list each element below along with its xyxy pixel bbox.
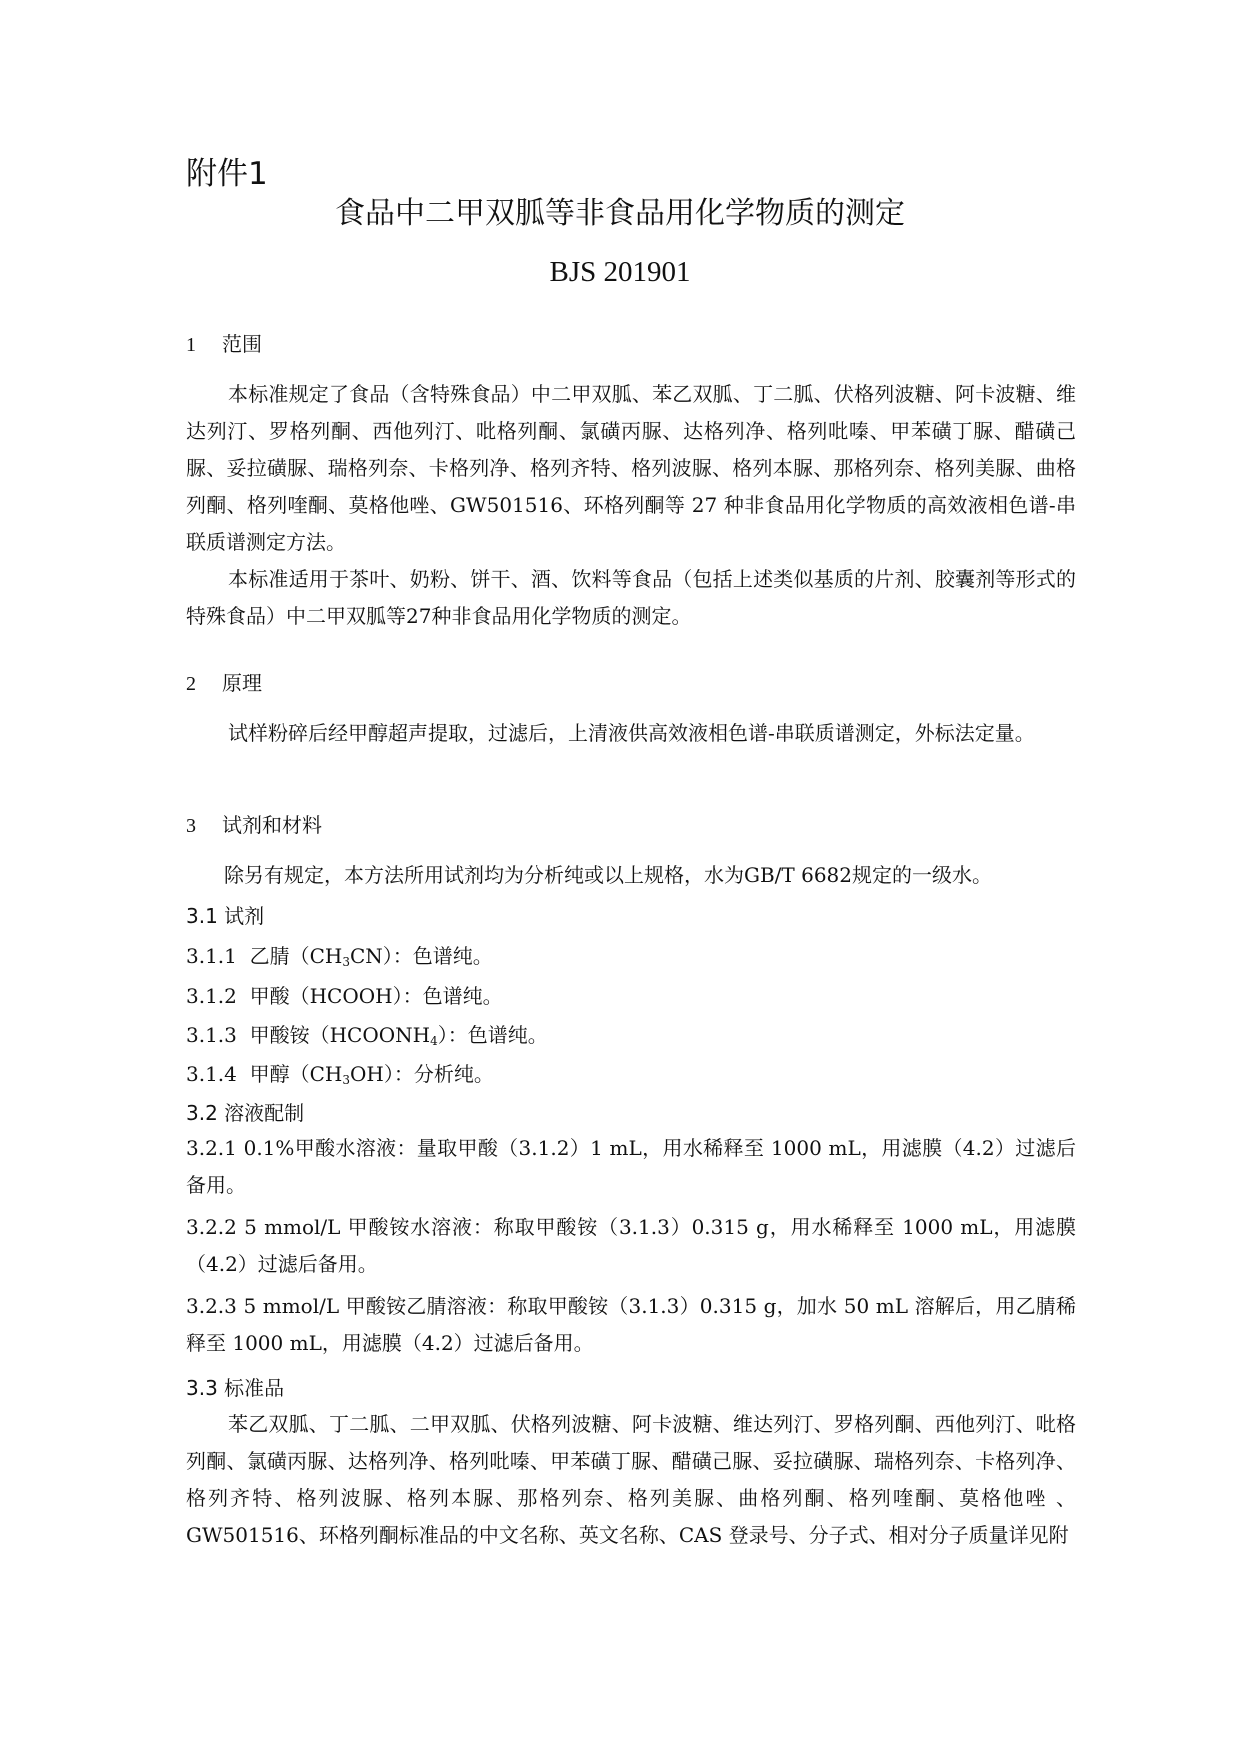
section-number: 3: [186, 815, 196, 837]
subsection-3-3-heading: 3.3 标准品: [186, 1376, 285, 1400]
section-title: 试剂和材料: [222, 813, 322, 837]
solution-3-2-2: 3.2.2 5 mmol/L 甲酸铵水溶液：称取甲酸铵（3.1.3）0.315 g，用水稀释至 1000 mL，用滤膜（4.2）过滤后备用。: [186, 1215, 1076, 1276]
item-text: CN）：色谱纯。: [350, 944, 493, 968]
reagent-3-1-2: [186, 980, 503, 1009]
section-number: 2: [186, 673, 196, 695]
annex-label: 附件1: [186, 156, 268, 192]
document-title: 食品中二甲双胍等非食品用化学物质的测定: [335, 196, 905, 231]
reagent-3-1-4: [186, 1058, 494, 1087]
section-title: 范围: [222, 332, 262, 356]
subscript: 3: [342, 1073, 350, 1087]
item-number: 3.1.4: [186, 1062, 237, 1086]
section-3-heading: [186, 809, 322, 838]
subscript: 4: [430, 1034, 438, 1048]
item-number: 3.1.3: [186, 1023, 237, 1047]
standards-paragraph: 苯乙双胍、丁二胍、二甲双胍、伏格列波糖、阿卡波糖、维达列汀、罗格列酮、西他列汀、吡格列酮、氯磺丙脲、达格列净、格列吡嗪、甲苯磺丁脲、醋磺己脲、妥拉磺脲、瑞格列奈、卡格列净、格列齐特、格列波脲、格列本脲、那格列奈、格列美脲、曲格列酮、格列喹酮、莫格他唑 、GW501516、环格列酮标准品的中文名称、英文名称、CAS 登录号、分子式、相对分子质量详见附: [186, 1412, 1076, 1547]
solution-3-2-1: 3.2.1 0.1%甲酸水溶液：量取甲酸（3.1.2）1 mL，用水稀释至 1000 mL，用滤膜（4.2）过滤后备用。: [186, 1136, 1076, 1197]
item-text: 甲酸铵（HCOONH: [249, 1023, 431, 1047]
item-number: 3.1.1: [186, 944, 237, 968]
item-text: 甲醇（CH: [249, 1062, 343, 1086]
subsection-3-1-heading: 3.1 试剂: [186, 904, 265, 928]
principle-paragraph: 试样粉碎后经甲醇超声提取，过滤后，上清液供高效液相色谱-串联质谱测定，外标法定量。: [228, 721, 1035, 745]
solution-3-2-3: 3.2.3 5 mmol/L 甲酸铵乙腈溶液：称取甲酸铵（3.1.3）0.315 g，加水 50 mL 溶解后，用乙腈稀释至 1000 mL，用滤膜（4.2）过滤后备用。: [186, 1294, 1076, 1355]
item-text: OH）：分析纯。: [350, 1062, 494, 1086]
scope-paragraph-2: 本标准适用于茶叶、奶粉、饼干、酒、饮料等食品（包括上述类似基质的片剂、胶囊剂等形式的特殊食品）中二甲双胍等27种非食品用化学物质的测定。: [186, 567, 1076, 628]
reagent-3-1-3: [186, 1019, 548, 1048]
reagent-3-1-1: [186, 940, 493, 969]
section-2-heading: [186, 667, 262, 696]
subscript: 3: [342, 955, 350, 969]
reagents-intro: 除另有规定，本方法所用试剂均为分析纯或以上规格，水为GB/T 6682规定的一级水。: [224, 863, 993, 887]
scope-paragraph-1: 本标准规定了食品（含特殊食品）中二甲双胍、苯乙双胍、丁二胍、伏格列波糖、阿卡波糖、维达列汀、罗格列酮、西他列汀、吡格列酮、氯磺丙脲、达格列净、格列吡嗪、甲苯磺丁脲、醋磺己脲、妥拉磺脲、瑞格列奈、卡格列净、格列齐特、格列波脲、格列本脲、那格列奈、格列美脲、曲格列酮、格列喹酮、莫格他唑、GW501516、环格列酮等 27 种非食品用化学物质的高效液相色谱-串联质谱测定方法。: [186, 382, 1076, 554]
section-1-heading: [186, 328, 262, 357]
item-text: 甲酸（HCOOH）：色谱纯。: [249, 984, 503, 1008]
item-number: 3.1.2: [186, 984, 237, 1008]
item-text: 乙腈（CH: [249, 944, 343, 968]
subsection-3-2-heading: 3.2 溶液配制: [186, 1101, 305, 1125]
item-text: ）：色谱纯。: [437, 1023, 548, 1047]
section-number: 1: [186, 334, 196, 356]
section-title: 原理: [222, 671, 262, 695]
standard-code: BJS 201901: [549, 256, 691, 288]
